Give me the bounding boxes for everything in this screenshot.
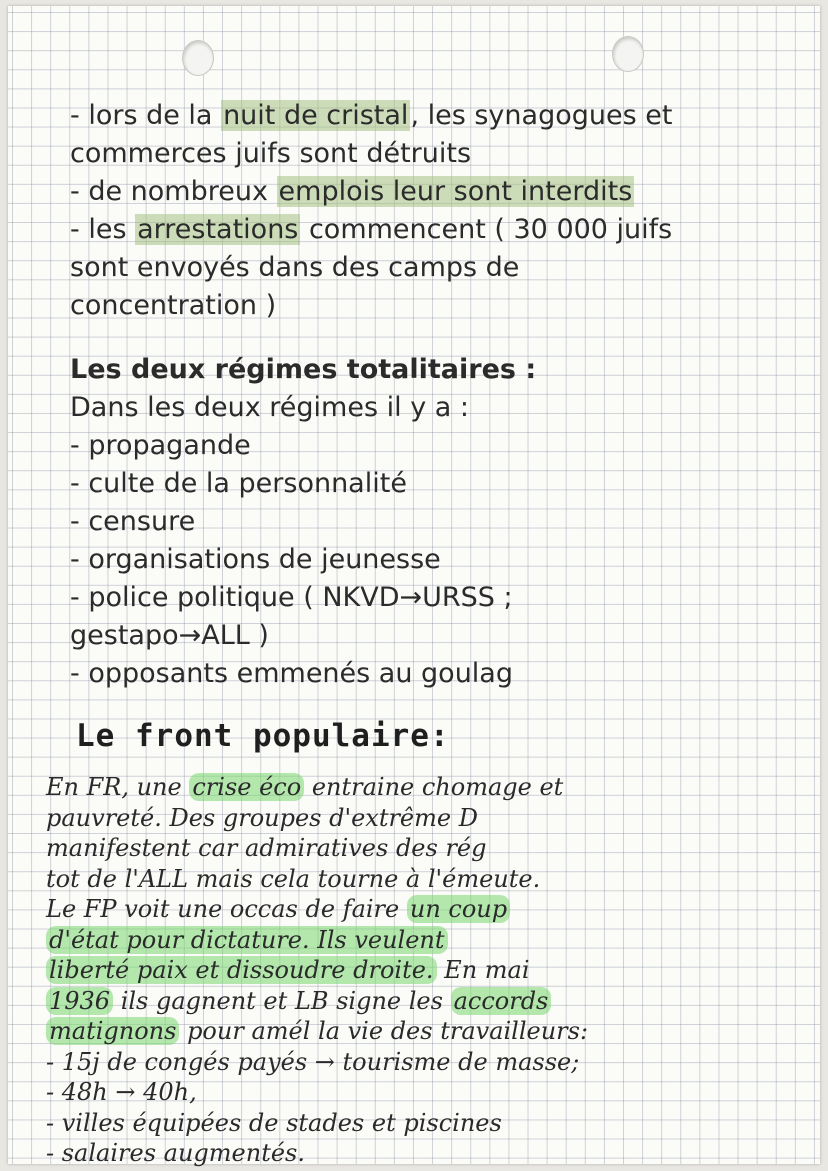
highlight: matignons [46, 1017, 179, 1045]
list-item: - organisations de jeunesse [70, 544, 441, 575]
list-item: - culte de la personnalité [70, 468, 407, 499]
list-item: - propagande [70, 430, 251, 461]
list-item: - opposants emmenés au goulag [70, 658, 513, 689]
text-line [46, 1016, 806, 1047]
highlight: arrestations [137, 214, 299, 245]
text-line: pauvreté. Des groupes d'extrême D [46, 803, 478, 832]
list-item: - censure [70, 506, 196, 537]
punch-hole-right [612, 36, 644, 72]
highlight: d'état pour dictature. Ils veulent [46, 926, 448, 954]
text-line [46, 925, 806, 956]
text-segment: entraine chomage et [304, 773, 564, 801]
handwritten-notes [46, 772, 806, 1169]
text-line: sont envoyés dans des camps de [70, 252, 520, 283]
list-item: - police politique ( NKVD→URSS ; [70, 582, 513, 613]
text-segment: - de nombreux [70, 176, 277, 207]
text-line [70, 97, 790, 135]
highlight: crise éco [189, 773, 304, 801]
handwritten-heading: Le front populaire: [76, 718, 450, 754]
text-line [46, 986, 806, 1017]
text-line: Dans les deux régimes il y a : [70, 392, 469, 423]
text-line: commerces juifs sont détruits [70, 138, 472, 169]
highlight: nuit de cristal [223, 100, 409, 131]
section-heading: Les deux régimes totalitaires : [70, 354, 537, 385]
text-line [46, 955, 806, 986]
typed-notes [70, 97, 790, 693]
highlight: emplois leur sont interdits [278, 176, 633, 207]
text-line: concentration ) [70, 290, 277, 321]
text-segment: commencent ( 30 000 juifs [300, 214, 673, 245]
text-line: manifestent car admiratives des rég [46, 834, 487, 862]
text-segment: , les synagogues et [410, 100, 673, 131]
text-segment: pour amél la vie des travailleurs: [179, 1017, 589, 1045]
text-line [70, 173, 790, 211]
list-item: - villes équipées de stades et piscines [46, 1108, 502, 1137]
text-segment: ils gagnent et LB signe les [113, 986, 451, 1015]
highlight: 1936 [46, 987, 113, 1015]
highlight: liberté paix et dissoudre droite. [46, 956, 437, 984]
highlight: accords [451, 987, 552, 1015]
text-line: tot de l'ALL mais cela tourne à l'émeute. [46, 864, 541, 893]
list-item: - salaires augmentés. [46, 1139, 305, 1167]
spacer [70, 325, 790, 351]
text-segment: - lors de la [70, 100, 222, 131]
text-segment: Le FP voit une occas de faire [46, 895, 407, 923]
list-item: - 15j de congés payés → tourisme de masse; [46, 1047, 580, 1076]
list-item: gestapo→ALL ) [70, 620, 269, 651]
text-segment: En mai [436, 956, 530, 984]
text-line [46, 894, 806, 925]
highlight: un coup [407, 895, 510, 923]
text-line [46, 772, 806, 803]
text-segment: - les [70, 214, 136, 245]
text-line [70, 211, 790, 249]
text-segment: En FR, une [46, 773, 190, 801]
punch-hole-left [182, 40, 214, 76]
list-item: - 48h → 40h, [46, 1078, 197, 1106]
